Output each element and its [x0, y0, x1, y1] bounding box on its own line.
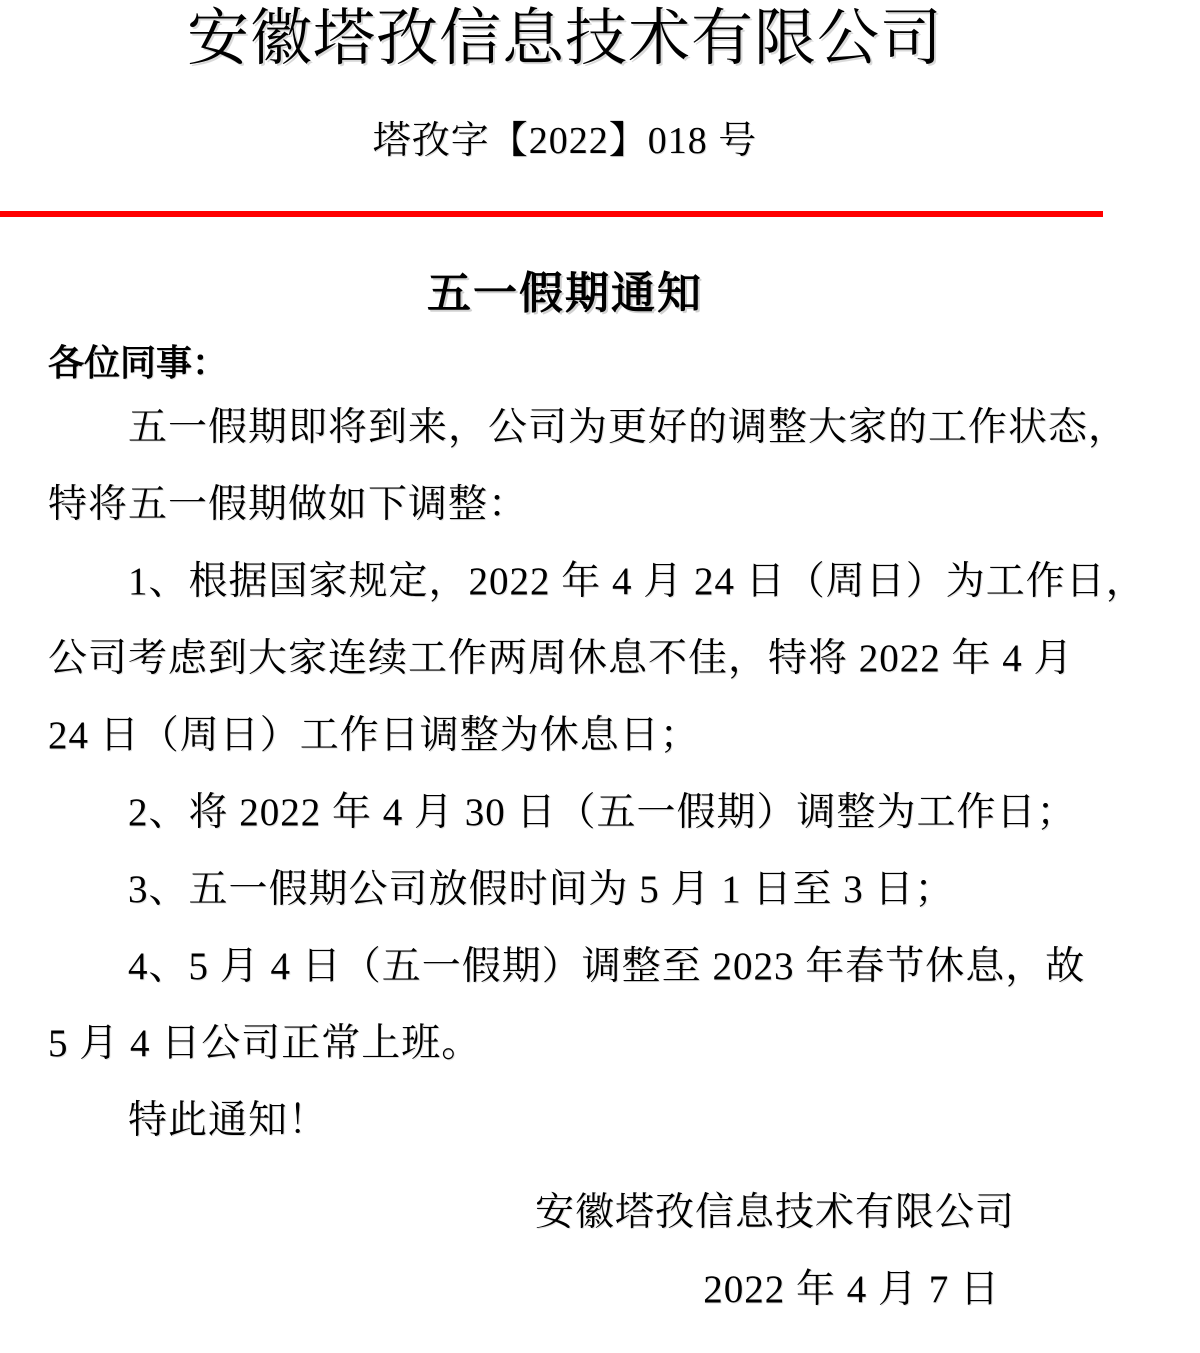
body-line: 24 日（周日）工作日调整为休息日；: [48, 714, 700, 757]
signature-date: 2022 年 4 月 7 日: [703, 1268, 1000, 1311]
body-lines-container: [48, 389, 1146, 1159]
notice-body: [48, 389, 1146, 1328]
salutation: 各位同事：: [48, 342, 229, 383]
body-line: 五一假期即将到来，公司为更好的调整大家的工作状态，: [128, 406, 1129, 449]
body-line: 3、五一假期公司放假时间为 5 月 1 日至 3 日；: [128, 868, 955, 911]
signature-company-name: 安徽塔孜信息技术有限公司: [534, 1191, 1015, 1234]
body-line: 5 月 4 日公司正常上班。: [48, 1022, 482, 1065]
notice-title: 五一假期通知: [427, 269, 703, 318]
red-divider-rule: [0, 211, 1103, 217]
document-number: 塔孜字【2022】018 号: [372, 120, 758, 162]
body-line: 1、根据国家规定，2022 年 4 月 24 日（周日）为工作日，: [128, 560, 1146, 603]
body-line: 4、5 月 4 日（五一假期）调整至 2023 年春节休息，故: [128, 945, 1086, 988]
body-line: 特将五一假期做如下调整：: [48, 483, 529, 526]
body-line: 公司考虑到大家连续工作两周休息不佳，特将 2022 年 4 月: [48, 637, 1074, 680]
body-line: 2、将 2022 年 4 月 30 日（五一假期）调整为工作日；: [128, 791, 1077, 834]
body-line: 特此通知！: [128, 1099, 329, 1142]
company-title: 安徽塔孜信息技术有限公司: [186, 5, 943, 73]
